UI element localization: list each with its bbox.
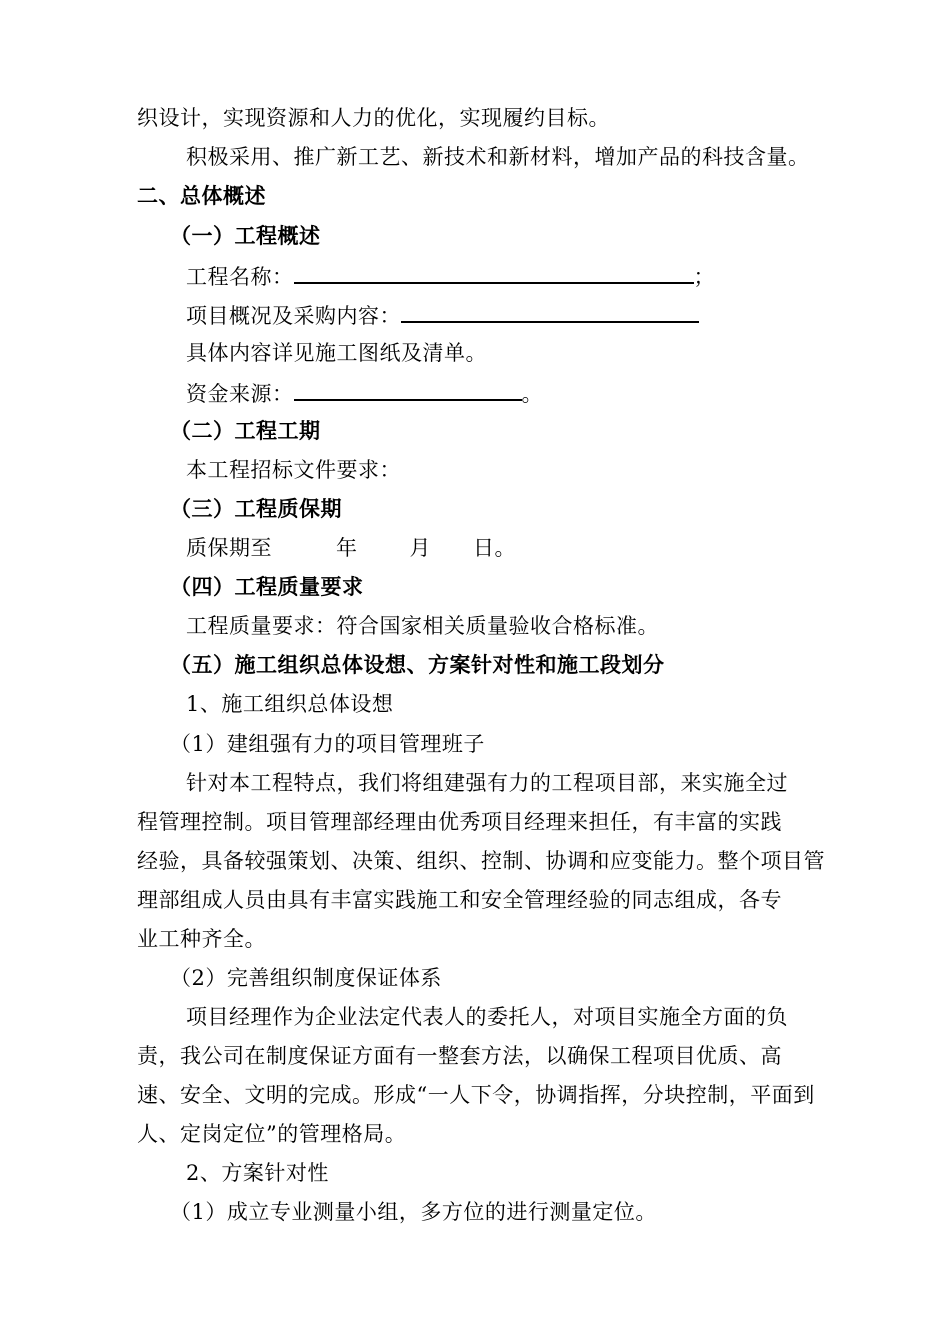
paragraph-line: 本工程招标文件要求： — [186, 458, 401, 482]
field-end: ； — [693, 265, 715, 289]
numbered-heading: 2、方案针对性 — [186, 1161, 329, 1185]
field-label: 工程名称： — [186, 265, 294, 289]
paragraph-line: 业工种齐全。 — [137, 927, 266, 951]
subsection-heading: （三）工程质保期 — [170, 497, 342, 521]
paragraph-line: 项目经理作为企业法定代表人的委托人，对项目实施全方面的负 — [186, 1005, 788, 1029]
paragraph-line: 理部组成人员由具有丰富实践施工和安全管理经验的同志组成，各专 — [137, 888, 782, 912]
warranty-text: 质保期至 — [186, 536, 272, 560]
paragraph-line: 程管理控制。项目管理部经理由优秀项目经理来担任，有丰富的实践 — [137, 810, 782, 834]
subsection-heading: （四）工程质量要求 — [170, 575, 364, 599]
blank-underline — [294, 377, 522, 401]
paragraph-line: 具体内容详见施工图纸及清单。 — [186, 341, 487, 365]
paragraph-line: 针对本工程特点，我们将组建强有力的工程项目部，来实施全过 — [186, 771, 788, 795]
blank-underline — [401, 299, 699, 323]
subsection-heading: （五）施工组织总体设想、方案针对性和施工段划分 — [170, 653, 665, 677]
paragraph-line: 积极采用、推广新工艺、新技术和新材料，增加产品的科技含量。 — [186, 145, 810, 169]
paragraph-line: 织设计，实现资源和人力的优化，实现履约目标。 — [137, 106, 610, 130]
field-label: 资金来源： — [186, 382, 294, 406]
section-heading: 二、总体概述 — [137, 184, 266, 208]
field-end: 。 — [521, 382, 543, 406]
paragraph-line: 责，我公司在制度保证方面有一整套方法，以确保工程项目优质、高 — [137, 1044, 782, 1068]
subsection-heading: （二）工程工期 — [170, 419, 321, 443]
paragraph-line: 经验，具备较强策划、决策、组织、控制、协调和应变能力。整个项目管 — [137, 849, 825, 873]
field-label: 项目概况及采购内容： — [186, 304, 401, 328]
paragraph-line: 工程质量要求：符合国家相关质量验收合格标准。 — [186, 614, 659, 638]
warranty-line — [186, 533, 516, 563]
numbered-heading: 1、施工组织总体设想 — [186, 692, 394, 716]
subsection-heading: （一）工程概述 — [170, 224, 321, 248]
paragraph-line: 速、安全、文明的完成。形成“一人下令，协调指挥，分块控制，平面到 — [137, 1083, 815, 1107]
project-scope-line — [186, 299, 699, 331]
warranty-year: 年 — [336, 536, 358, 560]
warranty-month: 月 — [409, 536, 431, 560]
project-name-line — [186, 260, 715, 292]
fund-source-line — [186, 377, 543, 409]
warranty-day: 日。 — [473, 536, 516, 560]
paragraph-line: 人、定岗定位”的管理格局。 — [137, 1122, 407, 1146]
numbered-subheading: （2）完善组织制度保证体系 — [170, 966, 442, 990]
numbered-subheading: （1）建组强有力的项目管理班子 — [170, 732, 485, 756]
blank-underline — [294, 260, 694, 284]
numbered-subheading: （1）成立专业测量小组，多方位的进行测量定位。 — [170, 1200, 657, 1224]
